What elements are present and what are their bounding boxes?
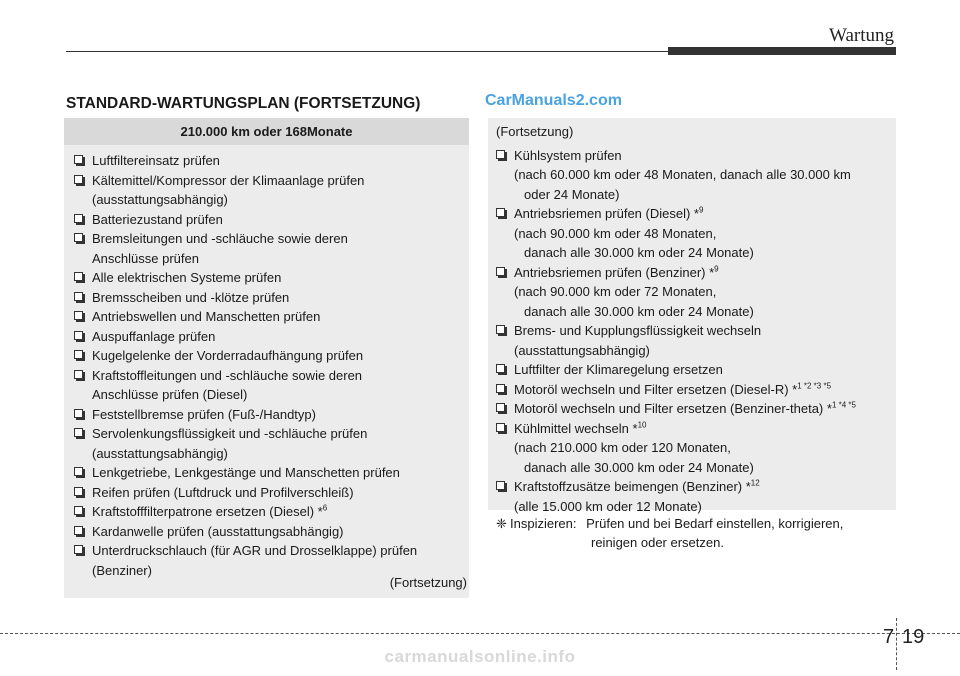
note-text-line2: reinigen oder ersetzen. xyxy=(591,535,724,550)
checkbox-icon xyxy=(496,208,505,217)
note-symbol-icon: ❈ xyxy=(496,516,507,531)
list-item xyxy=(74,424,466,463)
item-text: Kardanwelle prüfen (ausstattungsabhängig) xyxy=(92,523,344,539)
watermark-logo: CarManuals2.com xyxy=(485,92,622,109)
item-text: Antriebsriemen prüfen (Diesel) * xyxy=(514,206,699,221)
list-item xyxy=(74,327,466,347)
list-item xyxy=(74,229,466,268)
item-text: Antriebswellen und Manschetten prüfen xyxy=(92,309,321,324)
item-text: Luftfiltereinsatz prüfen xyxy=(92,153,220,168)
item-text: Servolenkungsflüssigkeit und -schläuche prüfen xyxy=(92,426,368,441)
checkbox-icon xyxy=(74,428,83,437)
header-bar xyxy=(668,47,896,55)
list-item xyxy=(74,483,466,503)
checkbox-icon xyxy=(74,311,83,320)
list-item xyxy=(74,522,466,542)
list-item xyxy=(74,210,466,230)
item-interval: (alle 15.000 km oder 12 Monate) xyxy=(514,498,702,514)
right-checklist xyxy=(496,146,892,517)
checkbox-icon xyxy=(74,545,83,554)
maintenance-table-left xyxy=(64,118,469,598)
list-item xyxy=(496,419,892,478)
item-text: Kugelgelenke der Vorderradaufhängung prüfen xyxy=(92,348,364,363)
item-text: Lenkgetriebe, Lenkgestänge und Manschetten prüfen xyxy=(92,465,400,480)
item-interval: (nach 90.000 km oder 72 Monaten, xyxy=(514,284,717,299)
checkbox-icon xyxy=(496,150,505,159)
list-item xyxy=(496,321,892,360)
list-item xyxy=(74,346,466,366)
item-text: Kraftstoffzusätze beimengen (Benziner) * xyxy=(514,479,751,494)
list-item xyxy=(496,380,892,400)
checkbox-icon xyxy=(74,506,83,515)
checkbox-icon xyxy=(74,292,83,301)
maintenance-table-right xyxy=(488,118,896,514)
item-text-continued: (ausstattungsabhängig) xyxy=(92,192,228,207)
checkbox-icon xyxy=(74,467,83,476)
item-interval: (nach 210.000 km oder 120 Monaten, xyxy=(514,440,731,455)
checkbox-icon xyxy=(496,384,505,393)
item-interval: (nach 60.000 km oder 48 Monaten, danach alle 30.000 km xyxy=(514,167,851,182)
item-text: Alle elektrischen Systeme prüfen xyxy=(92,270,282,285)
checkbox-icon xyxy=(74,155,83,164)
list-item xyxy=(74,288,466,308)
item-text: Kraftstofffilterpatrone ersetzen (Diesel) * xyxy=(92,504,323,519)
item-interval-continued: oder 24 Monate) xyxy=(524,186,620,202)
checkbox-icon xyxy=(74,233,83,242)
item-text: Antriebsriemen prüfen (Benziner) * xyxy=(514,264,715,280)
footnote-marker: 12 xyxy=(750,478,760,488)
item-text: Kältemittel/Kompressor der Klimaanlage prüfen xyxy=(92,172,365,188)
list-item xyxy=(74,502,466,522)
left-checklist xyxy=(74,151,466,580)
page-number: 19 xyxy=(902,626,925,648)
checkbox-icon xyxy=(496,403,505,412)
checkbox-icon xyxy=(496,423,505,432)
checkbox-icon xyxy=(74,487,83,496)
item-text: Kraftstoffleitungen und -schläuche sowie deren xyxy=(92,367,363,383)
item-text: Bremsleitungen und -schläuche sowie deren xyxy=(92,231,348,246)
checkbox-icon xyxy=(74,409,83,418)
item-text: Motoröl wechseln und Filter ersetzen (Benziner-theta) * xyxy=(514,401,832,416)
list-item xyxy=(74,151,466,171)
note-text-line1: Prüfen und bei Bedarf einstellen, korrigieren, xyxy=(586,516,844,531)
continuation-heading: (Fortsetzung) xyxy=(496,124,574,139)
checkbox-icon xyxy=(74,272,83,281)
list-item xyxy=(74,268,466,288)
section-header-title: Wartung xyxy=(829,25,894,46)
list-item xyxy=(74,463,466,483)
checkbox-icon xyxy=(74,350,83,359)
checkbox-icon xyxy=(74,331,83,340)
item-text: Feststellbremse prüfen (Fuß-/Handtyp) xyxy=(92,406,316,422)
footnote-marker: 1 *4 *5 xyxy=(831,400,856,410)
list-item xyxy=(496,360,892,380)
item-text-continued: Anschlüsse prüfen (Diesel) xyxy=(92,387,248,402)
item-text-continued: Anschlüsse prüfen xyxy=(92,250,199,266)
checkbox-icon xyxy=(496,364,505,373)
footnote-marker: 6 xyxy=(322,503,328,513)
note-label: Inspizieren: xyxy=(510,516,577,531)
item-text: Kühlmittel wechseln * xyxy=(514,420,638,436)
inspection-note xyxy=(496,514,894,552)
item-interval-continued: danach alle 30.000 km oder 24 Monate) xyxy=(524,245,754,260)
checkbox-icon xyxy=(74,175,83,184)
list-item xyxy=(496,263,892,322)
item-text: Bremsscheiben und -klötze prüfen xyxy=(92,289,290,305)
item-text: Luftfilter der Klimaregelung ersetzen xyxy=(514,362,723,377)
checkbox-icon xyxy=(74,214,83,223)
checkbox-icon xyxy=(74,526,83,535)
item-text: Reifen prüfen (Luftdruck und Profilverschleiß) xyxy=(92,484,354,500)
chapter-number: 7 xyxy=(883,626,895,648)
checkbox-icon xyxy=(496,267,505,276)
checkbox-icon xyxy=(496,325,505,334)
list-item xyxy=(496,204,892,263)
footer-watermark: carmanualsonline.info xyxy=(384,647,576,666)
item-text: Batteriezustand prüfen xyxy=(92,211,223,227)
item-text: Kühlsystem prüfen xyxy=(514,147,622,163)
continuation-note: (Fortsetzung) xyxy=(389,575,467,590)
item-text: Motoröl wechseln und Filter ersetzen (Diesel-R) * xyxy=(514,381,798,397)
item-interval-continued: danach alle 30.000 km oder 24 Monate) xyxy=(524,459,754,475)
item-text-continued: (ausstattungsabhängig) xyxy=(92,445,228,461)
list-item xyxy=(74,366,466,405)
item-interval: (nach 90.000 km oder 48 Monaten, xyxy=(514,225,717,241)
checkbox-icon xyxy=(74,370,83,379)
item-text: Auspuffanlage prüfen xyxy=(92,328,216,344)
list-item xyxy=(74,307,466,327)
item-text: Unterdruckschlauch (für AGR und Drosselklappe) prüfen xyxy=(92,543,418,558)
interval-heading: 210.000 km oder 168Monate xyxy=(64,118,469,145)
list-item xyxy=(74,405,466,425)
list-item xyxy=(496,146,892,205)
item-interval: (ausstattungsabhängig) xyxy=(514,342,650,358)
list-item xyxy=(74,171,466,210)
footnote-marker: 10 xyxy=(637,420,647,430)
item-text: Brems- und Kupplungsflüssigkeit wechseln xyxy=(514,323,762,338)
footer-dashed-rule xyxy=(0,633,960,634)
item-interval-continued: danach alle 30.000 km oder 24 Monate) xyxy=(524,303,754,319)
footnote-marker: 9 xyxy=(698,205,704,215)
list-item xyxy=(496,399,892,419)
footnote-marker: 1 *2 *3 *5 xyxy=(797,381,832,391)
page-title: STANDARD-WARTUNGSPLAN (FORTSETZUNG) xyxy=(66,95,421,112)
checkbox-icon xyxy=(496,481,505,490)
item-text-continued: (Benziner) xyxy=(92,562,152,578)
list-item xyxy=(496,477,892,516)
footnote-marker: 9 xyxy=(714,264,719,274)
